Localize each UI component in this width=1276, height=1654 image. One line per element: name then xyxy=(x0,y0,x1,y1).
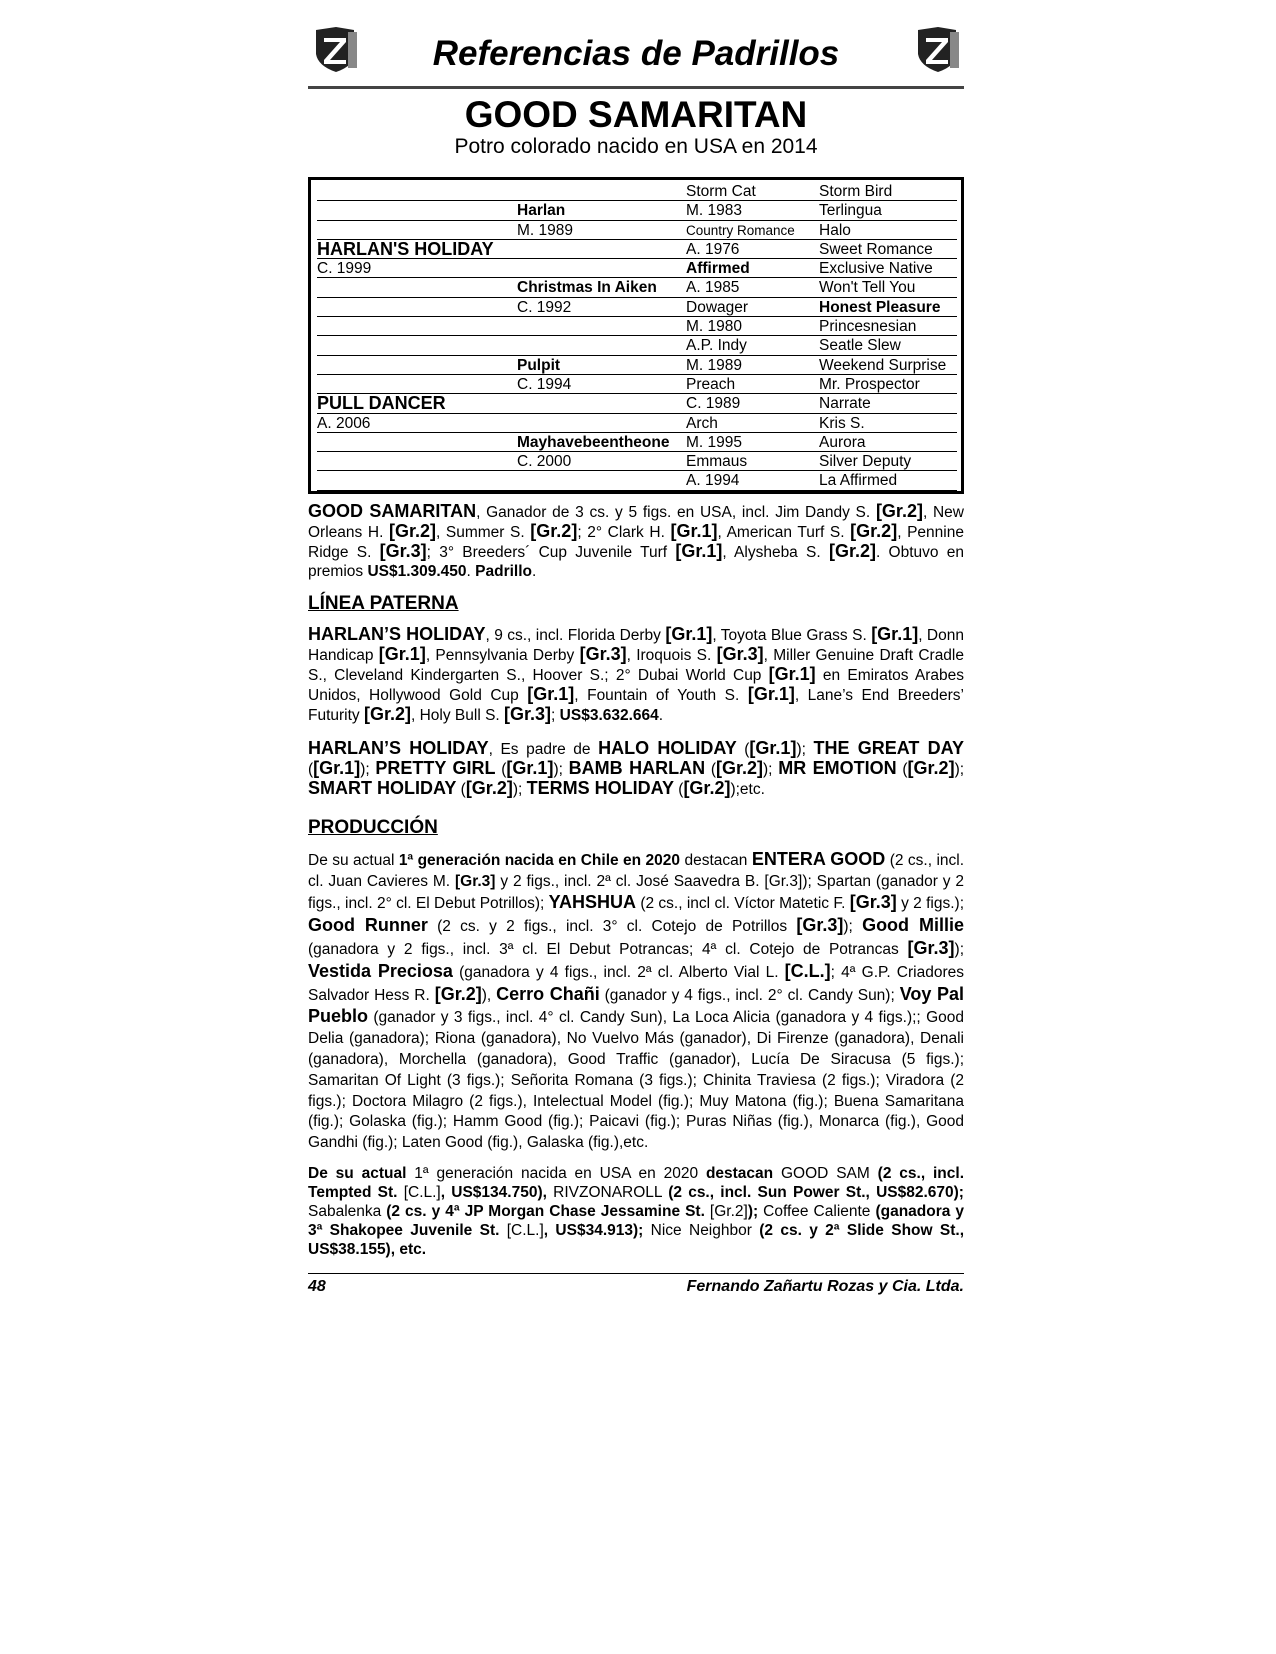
text-bold: (2 cs., incl. Sun Power St., US$82.670); xyxy=(668,1183,964,1201)
grade: [Gr.3] xyxy=(849,892,897,913)
pedigree-cell: M. 1995 xyxy=(686,433,819,452)
grade: [Gr.1] xyxy=(749,737,797,758)
pedigree-cell xyxy=(317,201,517,220)
text: (2 cs. y 2 figs., incl. 3° cl. Cotejo de Potrillos xyxy=(427,918,797,936)
text: , Iroquois S. xyxy=(626,646,717,664)
text: GOOD SAM xyxy=(773,1164,878,1182)
text: . Obtuvo en premios xyxy=(308,543,964,580)
text: , Lane’s End Breeders’ Futurity xyxy=(308,686,964,724)
grade: [Gr.2] xyxy=(530,520,578,541)
pedigree-cell xyxy=(317,278,517,297)
pedigree-row xyxy=(317,375,957,394)
produccion-paragraph-1 xyxy=(308,849,964,1154)
pedigree-cell xyxy=(517,182,686,201)
pedigree-row xyxy=(317,298,957,317)
pedigree-cell xyxy=(517,259,686,278)
text: y 2 figs.); xyxy=(896,895,965,913)
text: ); xyxy=(843,918,863,936)
offspring-name: THE GREAT DAY xyxy=(813,737,964,758)
text: [Gr.2] xyxy=(704,1202,748,1220)
text: ; xyxy=(551,706,560,724)
text: (2 cs., incl. cl. Juan Cavieres M. xyxy=(308,851,965,890)
text: , Ganador de 3 cs. y 5 figs. en USA, incl. Jim Dandy S. xyxy=(476,503,876,521)
pedigree-cell: M. 1980 xyxy=(686,317,819,336)
text: [C.L.] xyxy=(499,1221,544,1239)
text: ; 2° Clark H. xyxy=(577,523,671,541)
pedigree-cell: Storm Cat xyxy=(686,182,819,201)
text: Nice Neighbor xyxy=(643,1221,760,1239)
grade: [Gr.2] xyxy=(907,757,955,778)
pedigree-cell: C. 2000 xyxy=(517,452,686,471)
linea-paragraph-1 xyxy=(308,625,964,725)
text: ( xyxy=(456,780,466,798)
grade: [Gr.2] xyxy=(875,500,923,521)
grade: [Gr.3] xyxy=(379,540,427,561)
grade: [Gr.3] xyxy=(716,643,764,664)
grade: [Gr.1] xyxy=(313,757,361,778)
pedigree-cell: Won't Tell You xyxy=(819,278,957,297)
pedigree-cell: C. 1989 xyxy=(686,394,819,413)
text-bold: (2 cs., incl. Tempted St. xyxy=(308,1164,965,1201)
pedigree-cell: Princesnesian xyxy=(819,317,957,336)
text: , Alysheba S. xyxy=(722,543,829,561)
header-rule xyxy=(308,86,964,89)
pedigree-cell xyxy=(317,182,517,201)
pedigree-cell xyxy=(317,221,517,240)
pedigree-cell xyxy=(517,336,686,355)
text-bold: De su actual xyxy=(308,1164,407,1182)
pedigree-cell: A. 2006 xyxy=(317,414,517,433)
text: ( xyxy=(896,760,908,778)
text: (ganador y 3 figs., incl. 4° cl. Candy Sun), La Loca Alicia (ganadora y 4 figs.);; Good Delia (ganadora); Riona (ganadora), No Vuelvo Más (ganador), Di Firenze (ganadora), Denali (ganadora), Morchella (ganadora), Good Traffic (ganador), Lucía De Siracusa (5 figs.); Samaritan Of Light (3 figs.); Señorita Romana (3 figs.); Chinita Traviesa (2 figs.); Viradora (2 figs.); Doctora Milagro (2 figs.), Intelectual Model (fig.); Muy Matona (fig.); Buena Samaritana (fig.); Golaska (fig.); Hamm Good (fig.); Paicavi (fig.); Puras Niñas (fig.), Monarca (fig.), Good Gandhi (fig.); Laten Good (fig.), Galaska (fig.),etc. xyxy=(308,1009,964,1152)
pedigree-cell: Weekend Surprise xyxy=(819,356,957,375)
pedigree-cell xyxy=(517,414,686,433)
text: , Toyota Blue Grass S. xyxy=(712,626,872,644)
grade: [Gr.1] xyxy=(665,623,713,644)
grade: [Gr.2] xyxy=(434,983,482,1004)
grade: [C.L.] xyxy=(784,960,831,981)
pedigree-cell xyxy=(317,317,517,336)
produccion-heading: PRODUCCIÓN xyxy=(308,816,438,838)
text: , Es padre de xyxy=(488,740,599,758)
text: ( xyxy=(736,740,750,758)
pedigree-cell xyxy=(317,452,517,471)
text: y 2 figs., incl. 2ª cl. José Saavedra B. [Gr.3]); Spartan (ganador y 2 figs., incl. 2° cl. El Debut Potrillos); xyxy=(308,872,964,913)
pedigree-row xyxy=(317,182,957,201)
text: . xyxy=(466,562,476,580)
text-bold: destacan xyxy=(705,1164,774,1182)
pedigree-cell xyxy=(317,356,517,375)
pedigree-cell: C. 1992 xyxy=(517,298,686,317)
pedigree-cell: M. 1983 xyxy=(686,201,819,220)
pedigree-row xyxy=(317,356,957,375)
pedigree-cell: Honest Pleasure xyxy=(819,298,957,317)
text: Sabalenka xyxy=(308,1202,387,1220)
grade: [Gr.3] xyxy=(504,703,552,724)
page-header xyxy=(308,20,964,84)
pedigree-cell: Aurora xyxy=(819,433,957,452)
grade: [Gr.3] xyxy=(454,872,496,890)
grade: [Gr.2] xyxy=(363,703,411,724)
pedigree-row xyxy=(317,317,957,336)
pedigree-cell: A. 1976 xyxy=(686,240,819,259)
pedigree-row xyxy=(317,240,957,259)
offspring-name: Good Runner xyxy=(308,915,428,936)
linea-paterna-heading: LÍNEA PATERNA xyxy=(308,592,459,614)
pedigree-cell: A. 1985 xyxy=(686,278,819,297)
grade: [Gr.1] xyxy=(871,623,919,644)
grade: [Gr.2] xyxy=(715,757,763,778)
pedigree-cell: Emmaus xyxy=(686,452,819,471)
text: ); xyxy=(763,760,779,778)
pedigree-cell: Pulpit xyxy=(517,356,686,375)
text: ( xyxy=(308,760,314,778)
pedigree-cell: HARLAN'S HOLIDAY xyxy=(317,240,517,259)
produccion-paragraph-2 xyxy=(308,1164,964,1259)
pedigree-cell xyxy=(317,336,517,355)
grade: [Gr.3] xyxy=(907,937,955,958)
text: ; 4ª G.P. Criadores Salvador Hess R. xyxy=(308,963,965,1004)
zanartu-z-logo-icon xyxy=(912,24,962,74)
text: ( xyxy=(495,760,507,778)
text: ); xyxy=(954,760,965,778)
text: destacan xyxy=(680,851,752,869)
text-bold: ); xyxy=(747,1202,759,1220)
pedigree-cell xyxy=(517,471,686,490)
grade: [Gr.1] xyxy=(747,683,795,704)
text: 1ª generación nacida en USA en 2020 xyxy=(406,1164,706,1182)
grade: [Gr.1] xyxy=(506,757,554,778)
text: , Pennine Ridge S. xyxy=(308,523,964,561)
text: ); xyxy=(360,760,376,778)
pedigree-cell: Harlan xyxy=(517,201,686,220)
pedigree-row xyxy=(317,471,957,490)
text: ), xyxy=(481,986,497,1004)
pedigree-cell xyxy=(317,298,517,317)
publisher: Fernando Zañartu Rozas y Cia. Ltda. xyxy=(686,1277,964,1295)
pedigree-row xyxy=(317,336,957,355)
text-bold: , US$134.750), xyxy=(440,1183,547,1201)
page-number: 48 xyxy=(308,1277,326,1295)
pedigree-cell: Preach xyxy=(686,375,819,394)
grade: [Gr.3] xyxy=(579,643,627,664)
offspring-name: Vestida Preciosa xyxy=(308,960,453,981)
offspring-name: ENTERA GOOD xyxy=(751,848,886,869)
offspring-name: Voy Pal Pueblo xyxy=(308,983,964,1027)
offspring-name: SMART HOLIDAY xyxy=(308,777,457,798)
linea-paragraph-2 xyxy=(308,739,964,799)
pedigree-cell: Dowager xyxy=(686,298,819,317)
offspring-name: HALO HOLIDAY xyxy=(598,737,737,758)
text: , 9 cs., incl. Florida Derby xyxy=(485,626,666,644)
footer-rule xyxy=(308,1273,964,1274)
text: (ganadora y 4 figs., incl. 2ª cl. Alberto Vial L. xyxy=(452,963,785,981)
pedigree-cell: Narrate xyxy=(819,394,957,413)
text: );etc. xyxy=(730,780,765,798)
pedigree-cell: C. 1994 xyxy=(517,375,686,394)
pedigree-cell: PULL DANCER xyxy=(317,394,517,413)
prize-amount: US$3.632.664 xyxy=(559,706,659,724)
page-footer xyxy=(308,1278,964,1296)
text: [C.L.] xyxy=(397,1183,441,1201)
text: RIVZONAROLL xyxy=(546,1183,669,1201)
pedigree-cell: Mayhavebeentheone xyxy=(517,433,686,452)
text: (ganadora y 2 figs., incl. 3ª cl. El Debut Potrancas; 4ª cl. Cotejo de Potrancas xyxy=(308,940,908,958)
text-bold: 1ª generación nacida en Chile en 2020 xyxy=(398,851,681,869)
padrillo-label: Padrillo xyxy=(475,562,533,580)
text: De su actual xyxy=(308,851,399,869)
text-bold: (2 cs. y 4ª JP Morgan Chase Jessamine St. xyxy=(386,1202,705,1220)
prize-amount: US$1.309.450 xyxy=(367,562,467,580)
offspring-name: PRETTY GIRL xyxy=(375,757,496,778)
text: (ganador y 4 figs., incl. 2° cl. Candy Sun); xyxy=(599,986,900,1004)
pedigree-cell: Silver Deputy xyxy=(819,452,957,471)
pedigree-row xyxy=(317,221,957,240)
pedigree-cell xyxy=(317,471,517,490)
text: , Fountain of Youth S. xyxy=(574,686,748,704)
grade: [Gr.1] xyxy=(670,520,718,541)
pedigree-table xyxy=(308,177,964,494)
grade: [Gr.2] xyxy=(465,777,513,798)
text: , Miller Genuine Draft Cradle S., Cleveland Kindergarten S., Hoover S.; 2° Dubai World Cup xyxy=(308,646,964,684)
summary-paragraph xyxy=(308,502,964,581)
grade: [Gr.1] xyxy=(378,643,426,664)
grade: [Gr.2] xyxy=(850,520,898,541)
pedigree-cell: Sweet Romance xyxy=(819,240,957,259)
text: , Pennsylvania Derby xyxy=(425,646,580,664)
horse-subtitle: Potro colorado nacido en USA en 2014 xyxy=(454,135,818,158)
text-bold: (2 cs. y 2ª Slide Show St., US$38.155), etc. xyxy=(308,1221,965,1258)
text: Coffee Caliente xyxy=(758,1202,876,1220)
text: ; 3° Breeders´ Cup Juvenile Turf xyxy=(426,543,676,561)
grade: [Gr.2] xyxy=(388,520,436,541)
pedigree-row xyxy=(317,394,957,413)
grade: [Gr.1] xyxy=(527,683,575,704)
pedigree-row xyxy=(317,433,957,452)
pedigree-cell: Mr. Prospector xyxy=(819,375,957,394)
pedigree-row xyxy=(317,278,957,297)
grade: [Gr.1] xyxy=(768,663,816,684)
pedigree-cell: Storm Bird xyxy=(819,182,957,201)
text: , New Orleans H. xyxy=(308,503,964,541)
pedigree-row xyxy=(317,452,957,471)
grade: [Gr.3] xyxy=(796,915,844,936)
text: (2 cs., incl cl. Víctor Matetic F. xyxy=(636,895,850,913)
pedigree-cell: Seatle Slew xyxy=(819,336,957,355)
sire-name: HARLAN’S HOLIDAY xyxy=(308,623,486,644)
text: . xyxy=(532,562,537,580)
pedigree-cell: Arch xyxy=(686,414,819,433)
text-bold: (ganadora y 3ª Shakopee Juvenile St. xyxy=(308,1202,965,1239)
text: , American Turf S. xyxy=(717,523,851,541)
pedigree-cell xyxy=(517,317,686,336)
pedigree-cell: Exclusive Native xyxy=(819,259,957,278)
text: en Emiratos Arabes Unidos, Hollywood Gold Cup xyxy=(308,666,964,704)
pedigree-cell: Affirmed xyxy=(686,259,819,278)
pedigree-cell: La Affirmed xyxy=(819,471,957,490)
text: , Summer S. xyxy=(435,523,531,541)
pedigree-cell: Halo xyxy=(819,221,957,240)
text: , Holy Bull S. xyxy=(411,706,505,724)
text: ( xyxy=(705,760,716,778)
offspring-name: MR EMOTION xyxy=(778,757,897,778)
text-bold: , US$34.913); xyxy=(543,1221,644,1239)
offspring-name: YAHSHUA xyxy=(548,892,636,913)
grade: [Gr.2] xyxy=(828,540,876,561)
pedigree-row xyxy=(317,201,957,220)
offspring-name: Cerro Chañi xyxy=(496,983,600,1004)
text: ); xyxy=(512,780,527,798)
page-header-title: Referencias de Padrillos xyxy=(432,34,840,73)
pedigree-cell: M. 1989 xyxy=(686,356,819,375)
pedigree-cell xyxy=(317,375,517,394)
pedigree-cell: A. 1994 xyxy=(686,471,819,490)
horse-name-inline: GOOD SAMARITAN xyxy=(308,500,477,521)
offspring-name: TERMS HOLIDAY xyxy=(526,777,674,798)
pedigree-cell xyxy=(517,240,686,259)
text: . xyxy=(658,706,664,724)
pedigree-cell: A.P. Indy xyxy=(686,336,819,355)
text: , Donn Handicap xyxy=(308,626,964,664)
text: ); xyxy=(796,740,814,758)
offspring-name: Good Millie xyxy=(862,915,964,936)
text: ); xyxy=(954,940,964,958)
pedigree-cell: Kris S. xyxy=(819,414,957,433)
pedigree-cell xyxy=(317,433,517,452)
text: ); xyxy=(553,760,569,778)
pedigree-cell: Christmas In Aiken xyxy=(517,278,686,297)
sire-name: HARLAN’S HOLIDAY xyxy=(308,737,489,758)
grade: [Gr.1] xyxy=(675,540,723,561)
pedigree-row xyxy=(317,259,957,278)
grade: [Gr.2] xyxy=(683,777,731,798)
page xyxy=(308,20,964,1296)
pedigree-cell: M. 1989 xyxy=(517,221,686,240)
offspring-name: BAMB HARLAN xyxy=(568,757,706,778)
text: ( xyxy=(673,780,684,798)
pedigree-cell: Country Romance xyxy=(686,221,819,240)
horse-name: GOOD SAMARITAN xyxy=(464,94,808,135)
pedigree-cell: Terlingua xyxy=(819,201,957,220)
pedigree-cell xyxy=(517,394,686,413)
pedigree-cell: C. 1999 xyxy=(317,259,517,278)
pedigree-row xyxy=(317,414,957,433)
